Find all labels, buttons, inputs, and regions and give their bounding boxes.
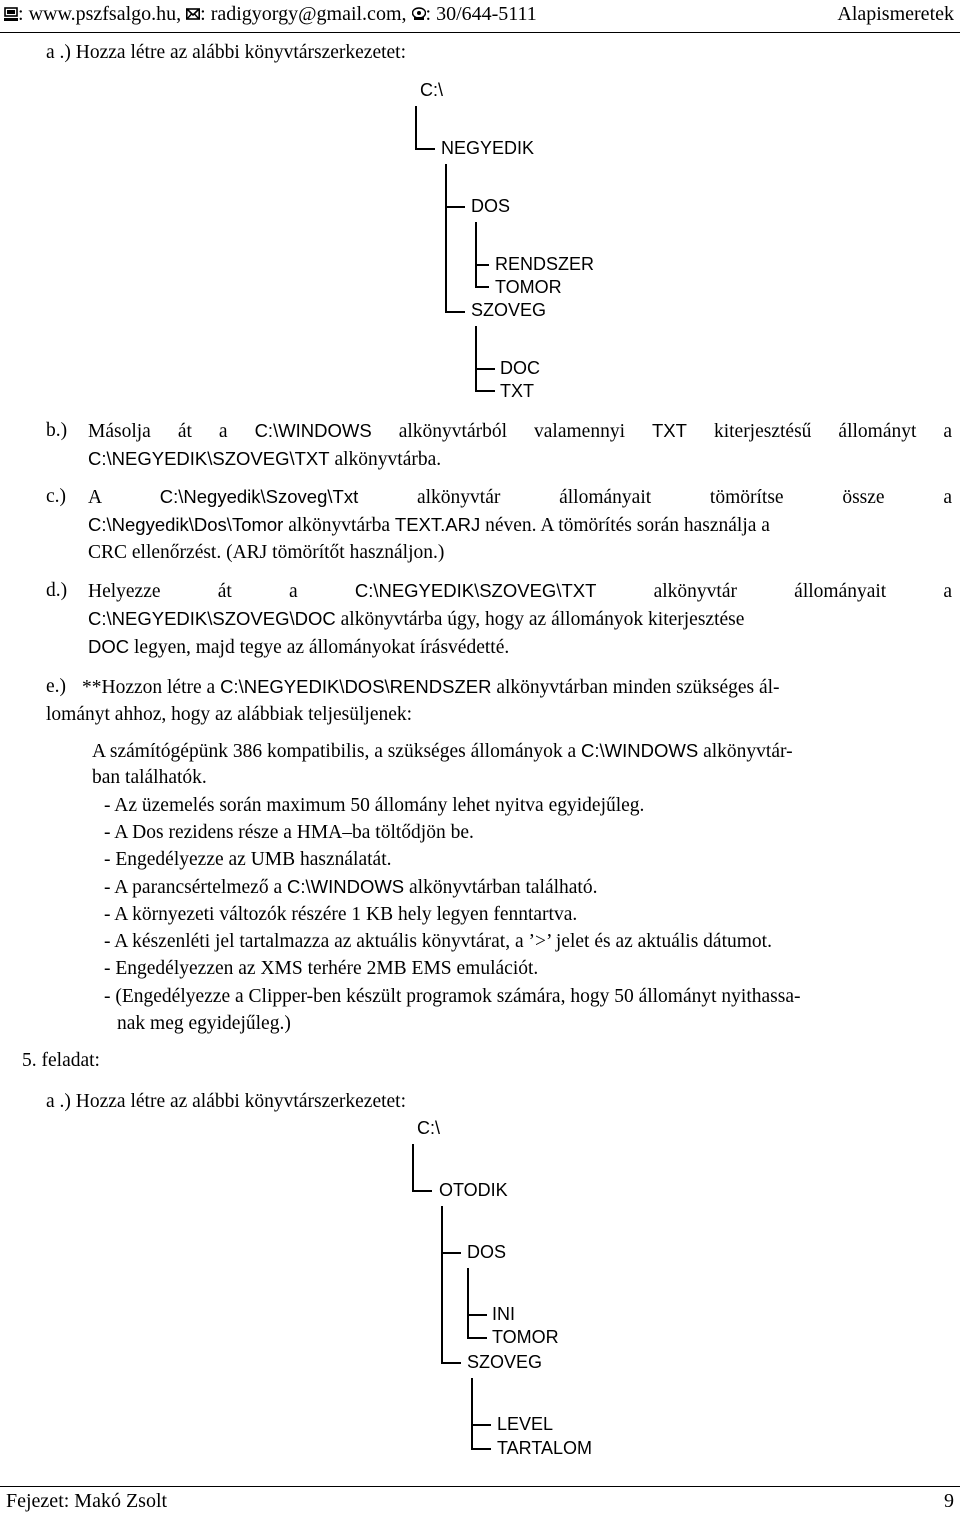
header-web: www.pszfsalgo.hu, [28,3,182,25]
tree1-connector [415,148,435,150]
list-item: - (Engedélyezze a Clipper-ben készült programok számára, hogy 50 állományt nyithassa- [104,986,801,1007]
tree1-connector [475,286,489,288]
tree1-szoveg: SZOVEG [471,300,547,320]
tree1-root: C:\ [420,80,444,100]
tree2-connector [441,1362,461,1364]
tree1-txt: TXT [500,381,534,401]
tree2-szoveg: SZOVEG [467,1352,543,1372]
page-number: 9 [944,1490,954,1512]
telephone-icon [412,7,426,21]
tree1-connector [475,326,477,391]
tree1-connector [415,106,417,149]
tree2-connector [412,1190,432,1192]
tree2-connector [467,1268,469,1338]
tree1-rendszer: RENDSZER [495,254,595,274]
tree1-connector [475,368,495,370]
tree1-connector [445,206,465,208]
tree2-otodik: OTODIK [439,1180,508,1200]
task5-title: 5. feladat: [22,1050,100,1071]
tree2-connector [467,1314,487,1316]
header-mail: radigyorgy@gmail.com, [210,3,407,25]
tree2-connector [471,1424,491,1426]
header-phone: 30/644-5111 [436,3,537,25]
computer-icon [4,7,18,21]
header-section: Alapismeretek [837,3,954,25]
tree2-level: LEVEL [497,1414,554,1434]
tree2-connector [441,1206,443,1363]
tree1-doc: DOC [500,358,540,378]
tree2-root: C:\ [417,1118,441,1138]
tree2-ini: INI [492,1304,516,1324]
task5-a: a .) Hozza létre az alábbi könyvtárszerkezetet: [46,1091,407,1112]
envelope-icon [186,7,200,21]
tree2-tartalom: TARTALOM [497,1438,593,1458]
list-item: - A környezeti változók részére 1 KB hely legyen fenntartva. [104,904,578,925]
tree2-connector [441,1252,461,1254]
tree1-negyedik: NEGYEDIK [441,138,535,158]
header-rule [0,32,960,33]
header-contact: : www.pszfsalgo.hu, : radigyorgy@gmail.com, : 30/644-5111 [4,3,537,26]
tree2-connector [467,1337,487,1339]
tree2-tomor: TOMOR [492,1327,559,1347]
tree2-dos: DOS [467,1242,507,1262]
list-item: - Az üzemelés során maximum 50 állomány lehet nyitva egyidejűleg. [104,795,645,816]
tree2-connector [471,1448,491,1450]
list-item: - A Dos rezidens része a HMA–ba töltődjön be. [104,822,474,843]
task4-a: a .) Hozza létre az alábbi könyvtárszerkezetet: [46,42,407,63]
tree2-connector [471,1378,473,1449]
tree1-connector [475,264,489,266]
tree2-connector [412,1144,414,1191]
tree1-tomor: TOMOR [495,277,562,297]
tree1-connector [475,222,477,287]
list-item: - A parancsértelmező a C:\WINDOWS alkönyvtárban található. [104,876,598,898]
tree1-connector [445,311,465,313]
list-item: - Engedélyezze az UMB használatát. [104,849,392,870]
footer-author: Fejezet: Makó Zsolt [6,1490,168,1512]
footer-rule [0,1486,960,1487]
tree1-dos: DOS [471,196,511,216]
list-item: nak meg egyidejűleg.) [117,1013,291,1034]
list-item: - Engedélyezzen az XMS terhére 2MB EMS emulációt. [104,958,539,979]
tree1-connector [475,390,495,392]
list-item: - A készenléti jel tartalmazza az aktuális könyvtárat, a ’>’ jelet és az aktuális dátumot. [104,931,772,952]
tree1-connector [445,164,447,312]
